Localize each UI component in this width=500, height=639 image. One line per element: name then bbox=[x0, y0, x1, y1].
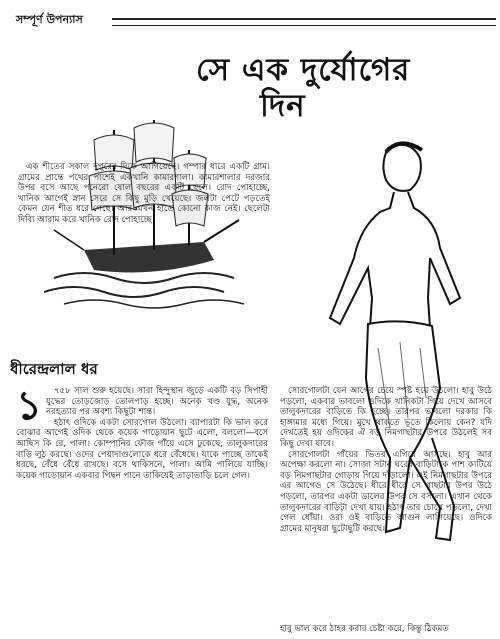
section-label: সম্পূর্ণ উপন্যাস bbox=[16, 13, 83, 26]
title-line-1: সে এক দুর্যোগের bbox=[196, 52, 411, 88]
paragraph: ৭৫৮ সাল শুরু হয়েছে। সারা হিন্দুস্থান জুড়ে একটি বড় সিপাহী যুদ্ধের তোড়জোড় তোলপাড় হচ্ছে। অনেক খণ্ড যুদ্ধ, অনেক নরহত্যার পর অবশ্য কিছুটা শান্ত। bbox=[45, 386, 268, 418]
author-name: ধীরেন্দ্রলাল ধর bbox=[10, 360, 98, 378]
paragraph: সোরগোলটা যেন আগের চেয়ে স্পষ্ট হয়ে উঠলো। হাবু উঠে পড়লো, একবার ভাবলো ওদিকে খানিকটা গিয়ে দেখে আসবে তালুকদারের বাড়িতে কি হচ্ছে। তারপর ভাবলো দরকার কি হাঙ্গামার মধ্যে গিয়ে। মুখে থাকতে ভূতে কিলোয় কেন? যদি দেখতেই হয় ওদিকের ঐ বড় নিমগাছটার উপরে উঠলেই সব কিছু দেখা যাবে। bbox=[280, 386, 492, 449]
column-1-body bbox=[16, 382, 268, 481]
header-rule bbox=[112, 18, 496, 26]
paragraph: এক শীতের সকাল দুপুরের দিকে আগিয়েছে। গম্পার ধারে একটি গ্রাম। গ্রামের প্রান্তে পথের পাশেই একখানি কামারশালা। কামারশালার দরজার উপর বসে আছে পনেরো ষোল বছরের একটি ছেলে। রোদ পোহাচ্ছে, খানিক আগেই স্নান সেরে সে কিছু মুড়ি খেয়েছে। জলটা পেটে পড়তেই কেমন যেন শীত ধরে গেছে। আর এখন হাতে কোনো কাজ নেই। ছেলেটা দিব্যি আরাম করে খানিক রোদ পোহাচ্ছে। bbox=[18, 162, 270, 225]
drop-cap: ১ bbox=[16, 382, 42, 429]
title-line-2: দিন bbox=[260, 88, 306, 124]
paragraph: হঠাৎ ওদিকে একটা সোরগোল উঠলো। ব্যাপারটা কি ভাল করে বোঝার আগেই ওদিক থেকে কয়েক গাড়োয়ান ছুটে এলো, বললো—বসে আছিস কি রে, পালা। কোম্পানির ফৌজ গাঁয়ে এসে ঢুকেছে, তালুকদারের বাড়ি লুঠ করছে। ওদের পেয়াদাগুলোকে ধরে বেঁধেছে। যাকে পাচ্ছে তাকেই ধরছে, বেঁধে বেঁধে রাখছে। বসে থাকিসনে, পালা। আমি পালিয়ে যাচ্ছি। কয়েক গাড়োয়ান একবার পিছন পানে তাকিয়েই তাড়াতাড়ি চলে গেল। bbox=[16, 417, 268, 481]
paragraph: সোরগোলটা গাঁয়ের ভিতর এগিয়ে আসছে। হাবু আর অপেক্ষা করলো না। সোজা সটান ঘরের বাড়িটাকে পাশ কাটিয়ে বড় নিমগাছটার গোড়ায় গিয়ে দাঁড়ালো। এই নিমগাছটার উপরে এর আগেও সে উঠেছে। ধীরে ধীরে সে গাছটার উপর উঠে পড়লো, তারপর একটা ডালের উপর সে বসলো। এখান থেকে তালুকদারের বাড়িটা দেখা যায়। হঠাৎ তার চোখে পড়লো, দেখা গেল ধোঁয়া। ওরা ওই বাড়িতে আগুন লাগিয়েছে। ওদিকে গ্রামের মানুষরা ছুটোছুটি করছে। bbox=[280, 449, 492, 534]
column-1-intro bbox=[18, 162, 270, 226]
column-2-last-line: হাবু ভাল করে ঠাহর করার চেষ্টা করে, কিন্তু ঠিকমত bbox=[280, 624, 449, 634]
page-header bbox=[8, 6, 494, 28]
column-2-body bbox=[280, 386, 492, 534]
